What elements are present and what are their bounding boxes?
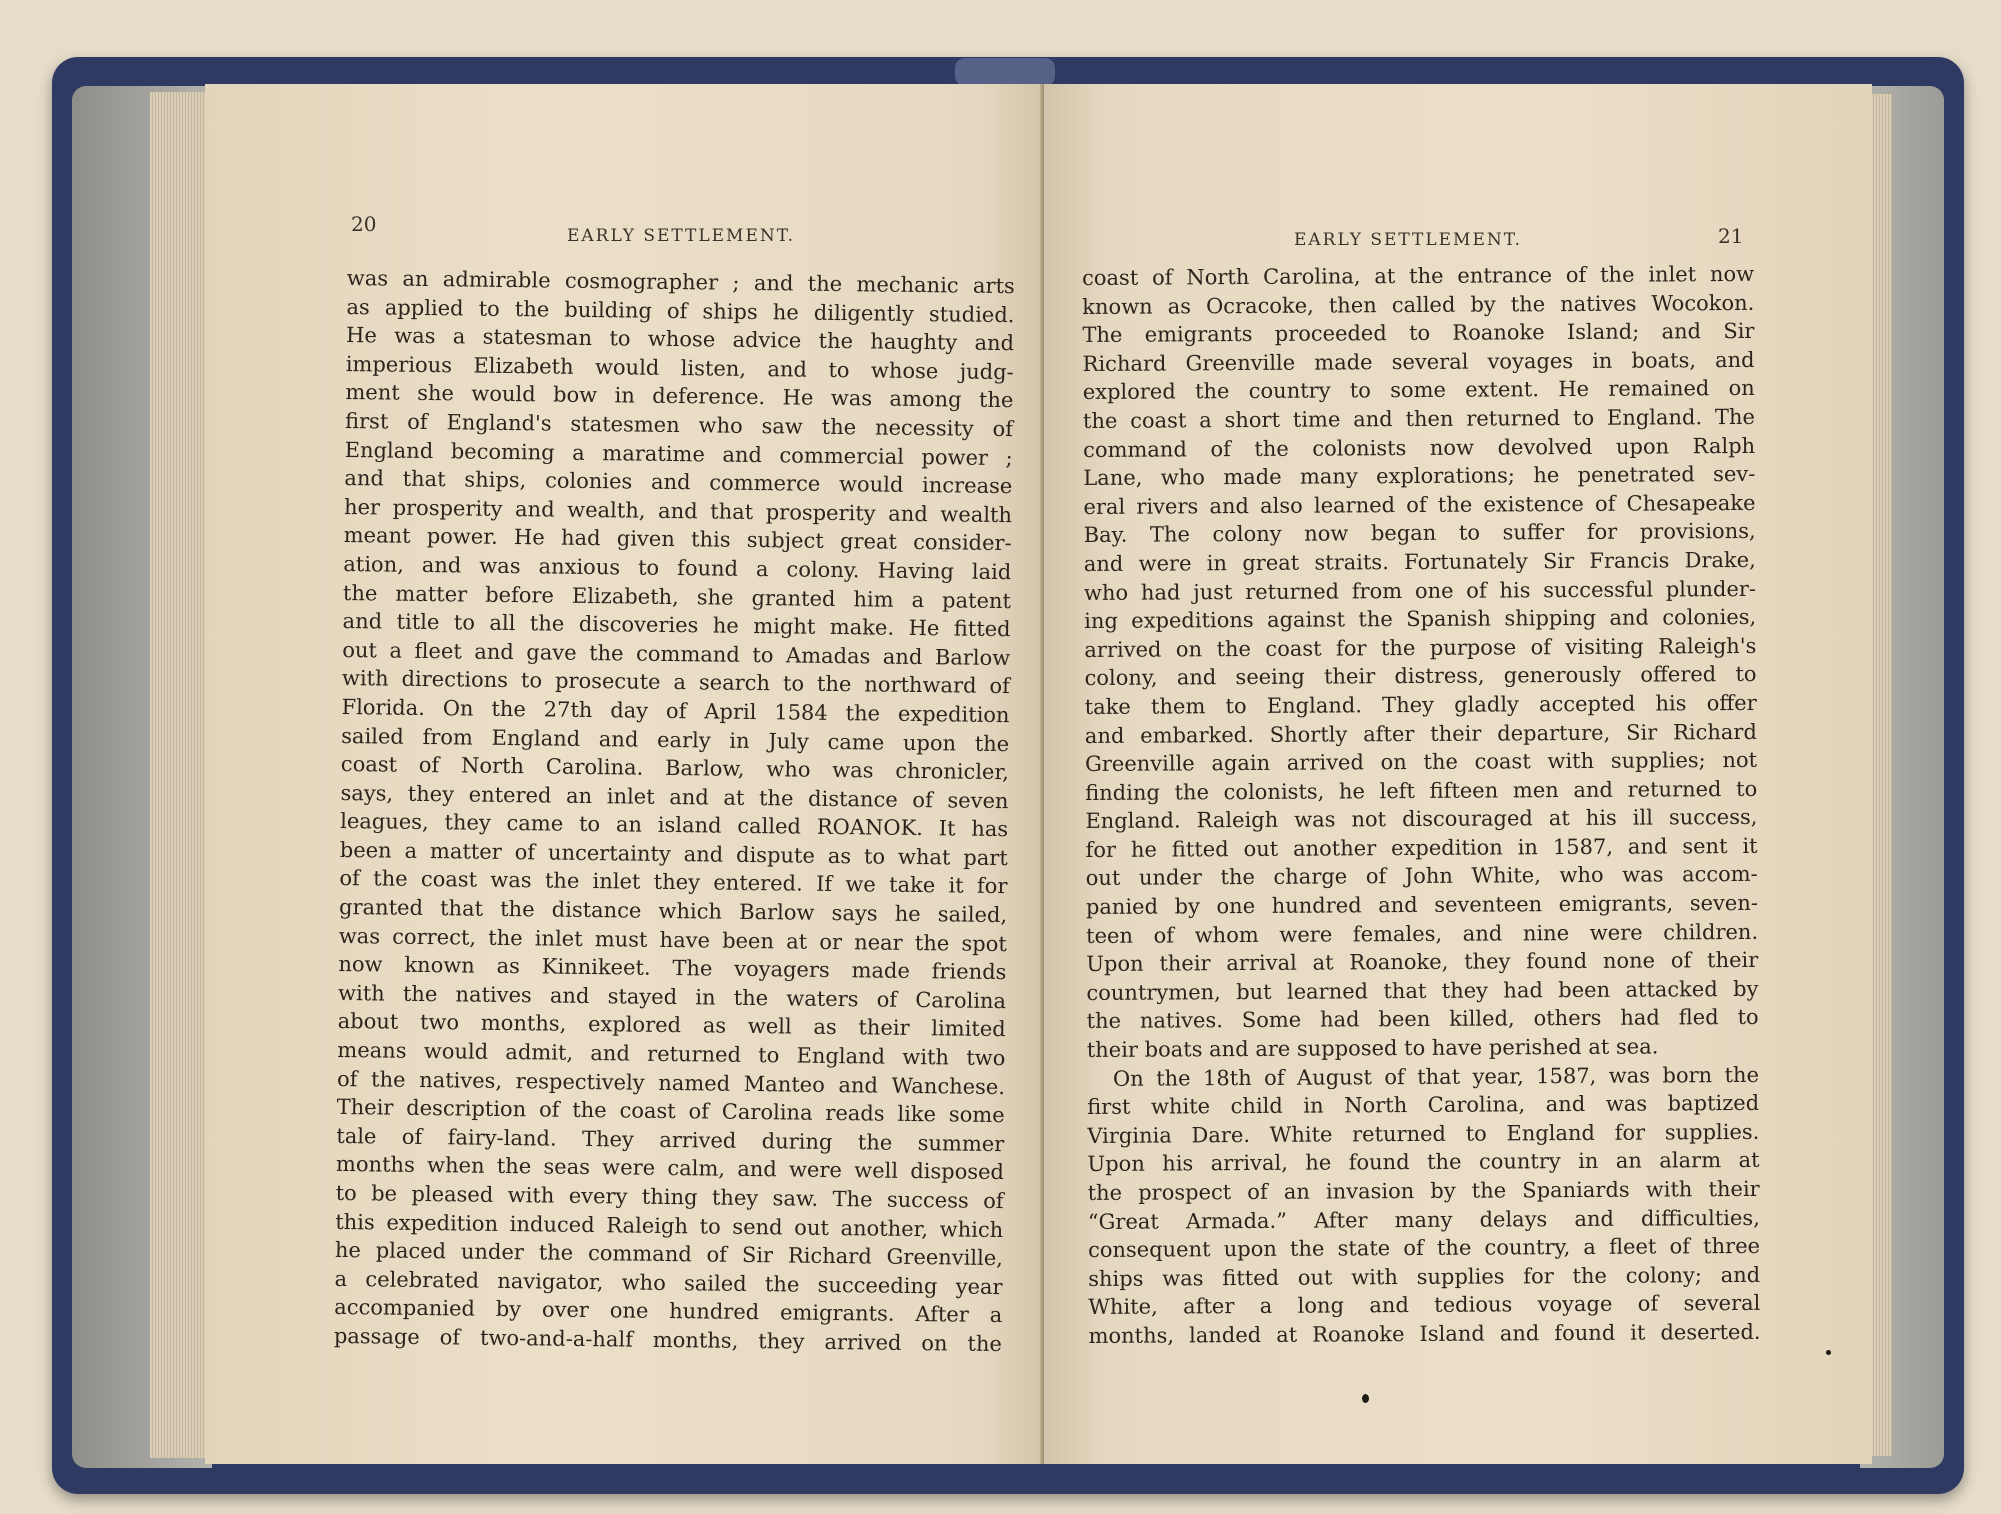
text-line: command of the colonists now devolved upon Ralph [1083,433,1756,462]
text-line: out a fleet and gave the command to Amadas and Barlow [342,637,1011,670]
text-line: her prosperity and wealth, and that prosperity and wealth [343,494,1013,527]
text-line: Richard Greenville made several voyages in boats, and [1082,347,1755,376]
running-head-left: EARLY SETTLEMENT. [567,226,795,246]
text-line: the prospect of an invasion by the Spaniards with their [1087,1176,1760,1205]
text-line: England becoming a maratime and commercial power ; [344,437,1013,470]
text-line: their boats and are supposed to have perished at sea. [1086,1034,1659,1063]
text-line: White, after a long and tedious voyage of several [1088,1291,1761,1320]
text-line: the natives. Some had been killed, others had fled to [1086,1005,1759,1034]
text-line: England. Raleigh was not discouraged at his ill success, [1085,805,1758,834]
text-line: eral rivers and also learned of the existence of Chesapeake [1083,490,1756,519]
text-line: been a matter of uncertainty and dispute as to what part [339,837,1008,870]
text-line: Upon his arrival, he found the country in an alarm at [1087,1148,1760,1177]
text-line: the coast a short time and then returned to England. The [1082,404,1756,433]
text-line: panied by one hundred and seventeen emigrants, seven- [1085,890,1758,920]
right-page-body [1082,260,1761,1351]
text-line: Greenville again arrived on the coast with supplies; not [1084,747,1758,777]
text-line: with directions to prosecute a search to the northward of [341,666,1011,699]
text-line: imperious Elizabeth would listen, and to whose judg- [345,351,1014,384]
text-line: explored the country to some extent. He remained on [1082,376,1755,405]
left-page-body [334,264,1015,1359]
book-spine-cap [955,58,1055,86]
text-line: meant power. He had given this subject great consider- [343,523,1012,556]
text-line: means would admit, and returned to England with two [337,1037,1006,1071]
text-line: consequent upon the state of the country, a fleet of three [1087,1234,1761,1263]
text-line: ships was fitted out with supplies for the colony; and [1088,1262,1761,1291]
text-line: On the 18th of August of that year, 1587, was born the [1112,1062,1760,1091]
text-line: sailed from England and early in July came upon the [341,723,1010,756]
text-line: He was a statesman to whose advice the haughty and [345,323,1015,356]
text-line: was an admirable cosmographer ; and the mechanic arts [346,265,1015,299]
page-number-right: 21 [1718,224,1744,248]
left-page-edges [150,92,208,1458]
text-line: Florida. On the 27th day of April 1584 the expedition [341,694,1010,728]
text-line: was correct, the inlet must have been at or near the spot [338,923,1007,956]
ink-speck [1826,1350,1831,1355]
text-line: arrived on the coast for the purpose of visiting Raleigh's [1084,633,1757,662]
text-line: and that ships, colonies and commerce would increase [344,466,1013,499]
text-line: first of England's statesmen who saw the necessity of [344,408,1014,442]
text-line: for he fitted out another expedition in 1587, and sent it [1085,833,1758,862]
text-line: ation, and was anxious to found a colony. Having laid [343,551,1012,585]
text-line: and title to all the discoveries he might make. He fitted [342,609,1011,642]
text-line: take them to England. They gladly accepted his offer [1084,690,1757,719]
text-line: as applied to the building of ships he diligently studied. [346,294,1015,327]
text-line: with the natives and stayed in the waters of Carolina [337,980,1007,1013]
text-line: Bay. The colony now began to suffer for provisions, [1083,519,1756,548]
text-line: known as Ocracoke, then called by the natives Wocokon. [1082,290,1755,319]
text-line: ment she would bow in deference. He was among the [345,380,1014,413]
text-line: Upon their arrival at Roanoke, they found none of their [1086,948,1759,977]
text-line: passage of two-and-a-half months, they arrived on the [333,1323,1003,1357]
text-line: Lane, who made many explorations; he penetrated sev- [1083,462,1756,491]
running-head-right: EARLY SETTLEMENT. [1294,230,1522,250]
text-line: leagues, they came to an island called ROANOK. It has [340,809,1009,842]
text-line: and embarked. Shortly after their departure, Sir Richard [1084,719,1757,748]
text-line: he placed under the command of Sir Richard Greenville, [334,1238,1004,1271]
text-line: to be pleased with every thing they saw. The success of [335,1180,1004,1214]
text-line: coast of North Carolina. Barlow, who was chronicler, [340,752,1009,785]
text-line: this expedition induced Raleigh to send out another, which [335,1209,1004,1242]
text-line: “Great Armada.” After many delays and difficulties, [1087,1205,1760,1234]
text-line: now known as Kinnikeet. The voyagers made friends [338,952,1007,985]
text-line: accompanied by over one hundred emigrants. After a [334,1295,1003,1328]
text-line: first white child in North Carolina, and was baptized [1087,1091,1760,1120]
left-page [205,84,1043,1464]
text-line: granted that the distance which Barlow says he sailed, [338,895,1008,928]
text-line: finding the colonists, he left fifteen men and returned to [1085,776,1758,805]
text-line: the matter before Elizabeth, she granted him a patent [342,580,1012,613]
text-line: about two months, explored as well as their limited [337,1009,1006,1042]
text-line: months when the seas were calm, and were well disposed [335,1152,1005,1185]
text-line: Virginia Dare. White returned to England for supplies. [1087,1119,1760,1148]
text-line: a celebrated navigator, who sailed the succeeding year [334,1266,1003,1299]
right-page [1044,84,1872,1464]
text-line: months, landed at Roanoke Island and found it deserted. [1088,1319,1761,1348]
text-line: out under the charge of John White, who was accom- [1085,862,1758,891]
text-line: coast of North Carolina, at the entrance of the inlet now [1082,261,1755,290]
text-line: ing expeditions against the Spanish shipping and colonies, [1084,605,1757,634]
text-line: who had just returned from one of his successful plunder- [1083,576,1757,605]
ink-speck [1362,1394,1369,1403]
text-line: of the coast was the inlet they entered. If we take it for [339,866,1008,899]
text-line: of the natives, respectively named Manteo and Wanchese. [336,1066,1006,1099]
text-line: colony, and seeing their distress, generously offered to [1084,662,1757,691]
text-line: The emigrants proceeded to Roanoke Island; and Sir [1082,319,1755,348]
text-line: teen of whom were females, and nine were children. [1086,919,1759,948]
page-number-left: 20 [351,212,377,236]
text-line: Their description of the coast of Carolina reads like some [336,1095,1005,1128]
text-line: says, they entered an inlet and at the distance of seven [340,780,1009,813]
text-line: and were in great straits. Fortunately Sir Francis Drake, [1083,547,1756,576]
text-line: countrymen, but learned that they had been attacked by [1086,976,1759,1005]
text-line: tale of fairy-land. They arrived during the summer [336,1123,1005,1156]
